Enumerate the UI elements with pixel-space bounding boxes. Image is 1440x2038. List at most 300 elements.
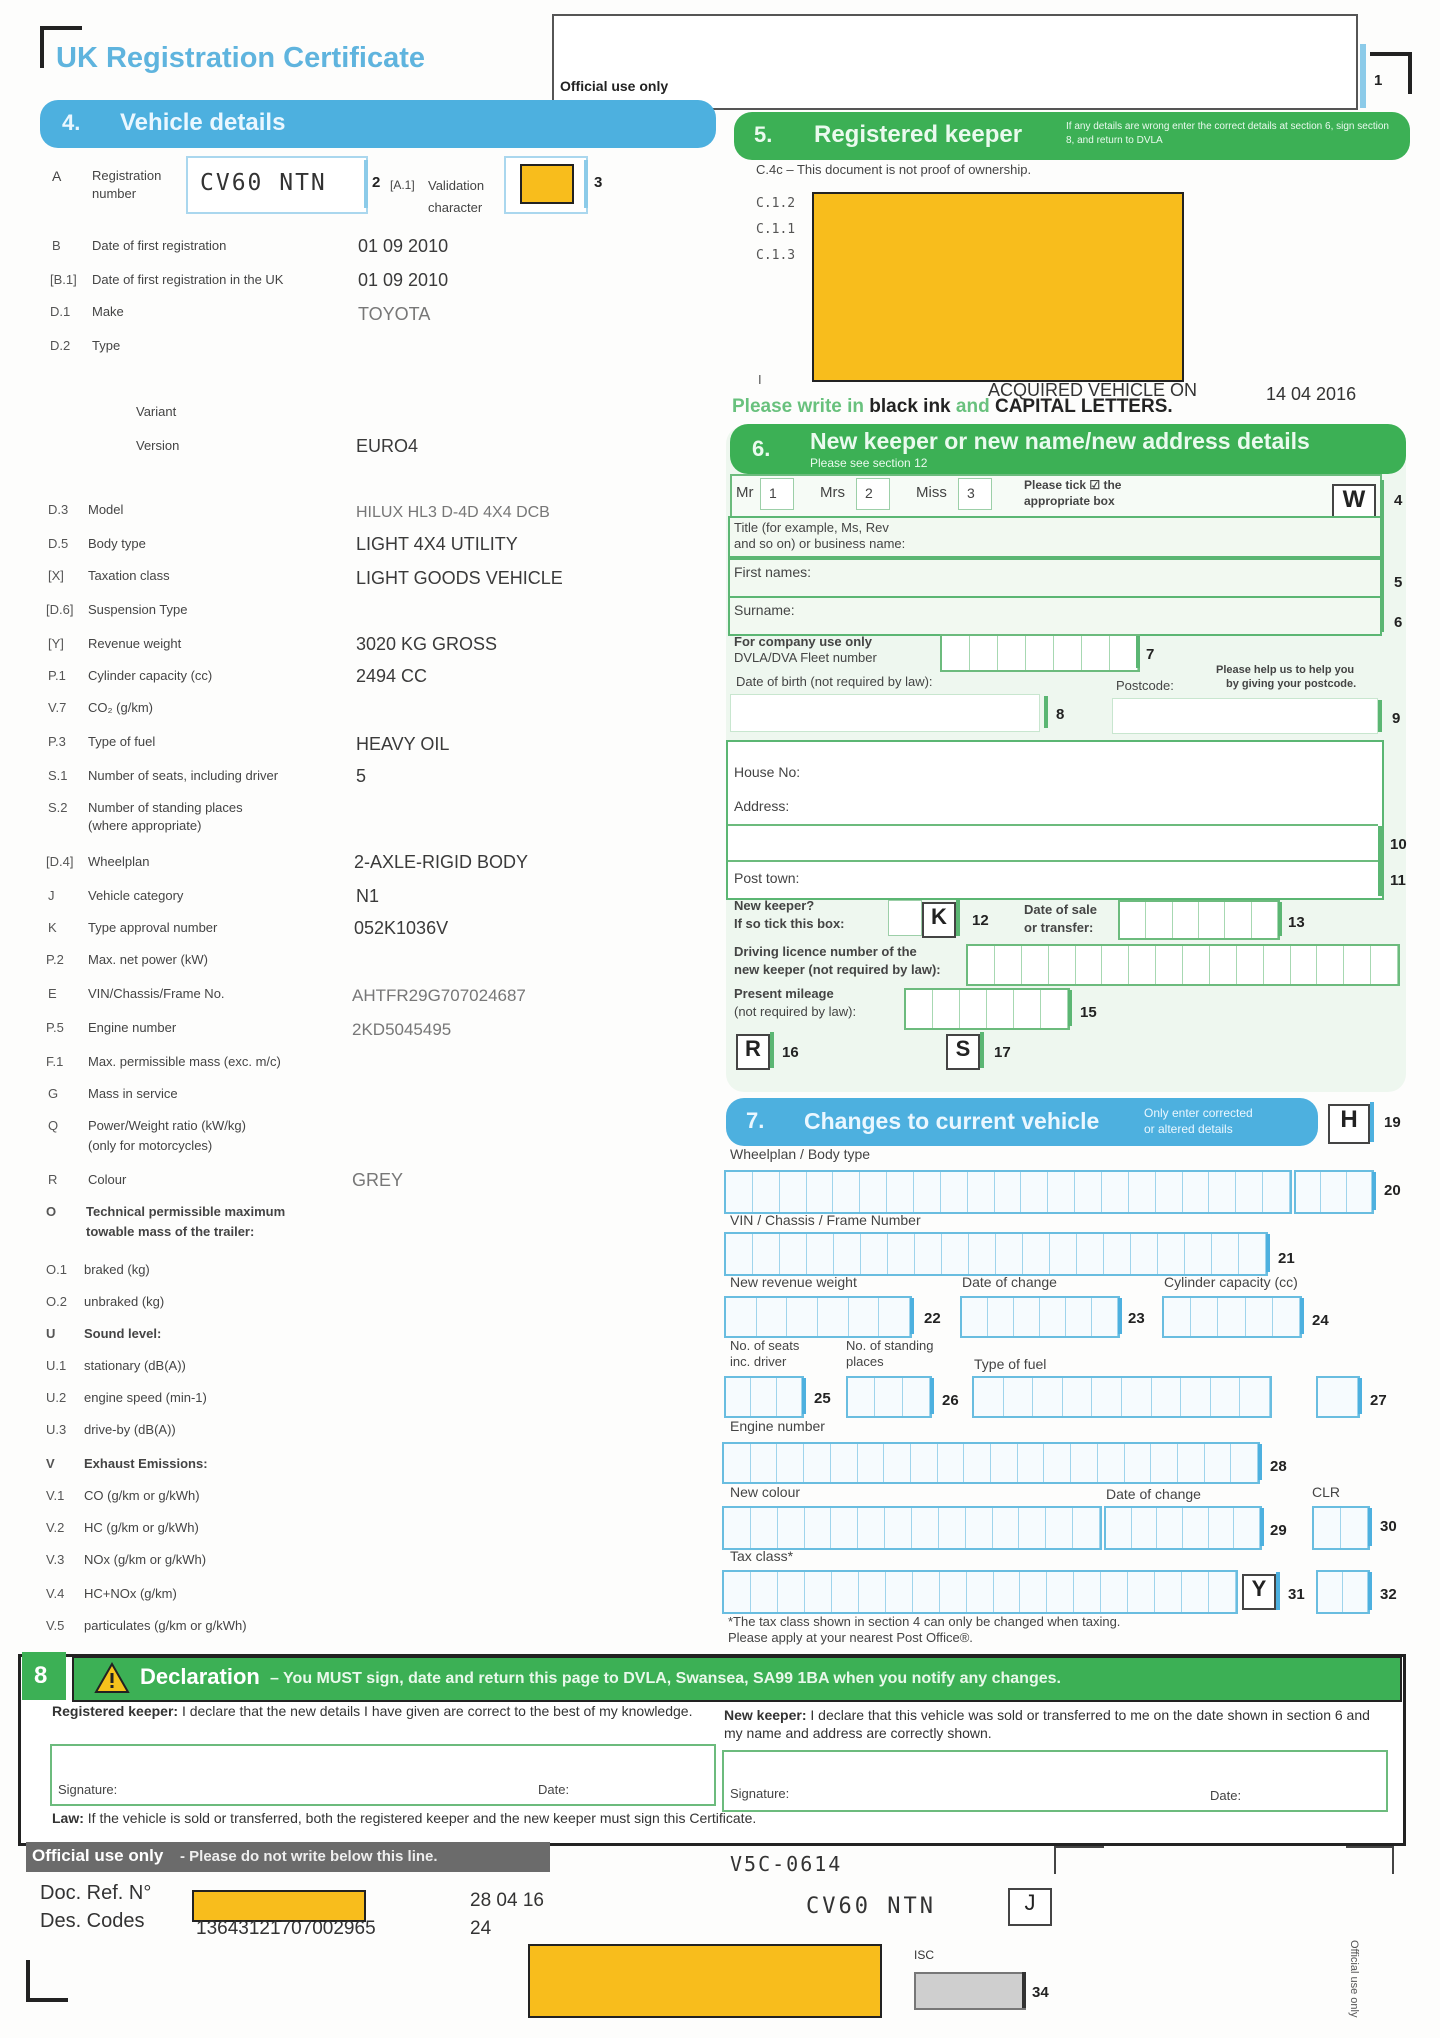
title-mrs-number: 2: [865, 485, 873, 501]
standing-label-1: Number of standing places: [88, 800, 243, 815]
post-town-number: 11: [1390, 872, 1406, 889]
isc-stripe: [1022, 1972, 1026, 2008]
first-registration-value: 01 09 2010: [358, 236, 449, 256]
official-use-label: Official use only: [560, 78, 669, 94]
revenue-label: New revenue weight: [730, 1274, 857, 1290]
tax-code-field[interactable]: [1316, 1570, 1370, 1614]
cyl-stripe: [1300, 1298, 1304, 1334]
row-d1-label: Make: [92, 304, 124, 319]
new-keeper-date-label: Date:: [1210, 1788, 1242, 1803]
row-b1-label: Date of first registration in the UK: [92, 272, 284, 287]
reg-box-number: 2: [372, 174, 381, 191]
tail-row-label: unbraked (kg): [84, 1294, 165, 1309]
official-use-box: [552, 14, 1358, 110]
section-6-number: 6.: [752, 436, 771, 461]
seats-label-2: inc. driver: [730, 1354, 787, 1369]
dob-field[interactable]: [730, 694, 1040, 732]
seats-value: 5: [356, 766, 367, 786]
revenue-stripe: [910, 1298, 914, 1334]
spec-code: F.1: [46, 1054, 64, 1069]
row-b1-code: [B.1]: [50, 272, 77, 287]
section-4-number: 4.: [62, 110, 81, 135]
section-7-title: Changes to current vehicle: [804, 1108, 1100, 1134]
wheelplan-number: 20: [1384, 1182, 1401, 1199]
isc-label: ISC: [914, 1948, 935, 1962]
cyl-field[interactable]: [1162, 1296, 1302, 1338]
standing-places-label-1: No. of standing: [846, 1338, 934, 1353]
h-box: H: [1328, 1104, 1370, 1144]
warning-icon: [94, 1662, 130, 1694]
first-names-field[interactable]: [728, 558, 1382, 598]
new-keeper-signature-box[interactable]: [722, 1750, 1388, 1812]
section-6-subtitle: Please see section 12: [810, 456, 928, 470]
title-example-1: Title (for example, Ms, Rev: [734, 520, 889, 535]
section-7-header: [726, 1098, 1318, 1146]
fuel-label: Type of fuel: [974, 1356, 1047, 1372]
validation-label-2: character: [428, 200, 483, 215]
r-stripe: [770, 1032, 774, 1068]
tail-row-label: particulates (g/km or g/kWh): [84, 1618, 247, 1633]
section-6-title: New keeper or new name/new address details: [810, 428, 1310, 454]
section-8-header: [72, 1656, 1402, 1702]
cylinder-capacity-value: 2494 CC: [356, 666, 428, 686]
colour-number: 29: [1270, 1522, 1287, 1539]
tail-row-label: stationary (dB(A)): [84, 1358, 186, 1373]
fleet-stripe: [1136, 636, 1140, 668]
fuel-stripe: [1358, 1378, 1362, 1414]
wheelplan-field[interactable]: [724, 1170, 1292, 1214]
footer-date-value: 28 04 16: [470, 1890, 544, 1911]
proof-note: C.4c – This document is not proof of ownership.: [756, 162, 1032, 177]
ink-part-3: and: [950, 396, 995, 417]
spec-label: Suspension Type: [88, 602, 188, 617]
revenue-number: 22: [924, 1310, 941, 1327]
row-b-label: Date of first registration: [92, 238, 227, 253]
section-8-title: Declaration: [140, 1664, 260, 1689]
certificate-title: UK Registration Certificate: [56, 42, 426, 74]
spec-code: V.7: [48, 700, 67, 715]
postcode-stripe: [1378, 700, 1382, 732]
surname-number: 6: [1394, 614, 1403, 631]
isc-number: 34: [1032, 1984, 1049, 2001]
address-divider-1: [728, 824, 1378, 826]
law-note: [52, 1810, 756, 1826]
fuel-type-value: HEAVY OIL: [356, 734, 450, 754]
company-label-1: For company use only: [734, 634, 872, 649]
spec-code: [X]: [48, 568, 64, 583]
mileage-label-2: (not required by law):: [734, 1004, 857, 1019]
tax-class-label: Tax class*: [730, 1548, 794, 1564]
acquired-label: ACQUIRED VEHICLE ON: [988, 380, 1198, 400]
colour-label: Colour: [88, 1172, 127, 1187]
towable-code: O: [46, 1204, 57, 1219]
side-official-use: Official use only: [1348, 1940, 1360, 2018]
k-number: 12: [972, 912, 989, 929]
isc-box: [914, 1972, 1026, 2010]
standing-field[interactable]: [846, 1376, 932, 1418]
seats-stripe: [802, 1378, 806, 1414]
address-block[interactable]: [726, 740, 1384, 900]
tail-row-code: O.2: [46, 1294, 67, 1309]
section-7-note-1: Only enter corrected: [1144, 1106, 1253, 1120]
tax-code-stripe: [1368, 1572, 1372, 1610]
spec-code: [Y]: [48, 636, 64, 651]
spec-code: P.1: [48, 668, 66, 683]
wheelplan-field-2[interactable]: [1294, 1170, 1374, 1214]
dob-label: Date of birth (not required by law):: [736, 674, 933, 689]
new-colour-field[interactable]: [722, 1506, 1102, 1550]
postcode-label: Postcode:: [1116, 678, 1174, 693]
seats-field[interactable]: [724, 1376, 804, 1418]
r-number: 16: [782, 1044, 799, 1061]
standing-places-label-2: places: [846, 1354, 884, 1369]
section-5-note: If any details are wrong enter the correct details at section 6, sign section 8, and return to DVLA: [1066, 121, 1389, 146]
new-keeper-declaration-bold: New keeper:: [724, 1707, 807, 1723]
name-fields-stripe: [1380, 516, 1384, 632]
j-box: J: [1008, 1888, 1052, 1926]
surname-label: Surname:: [734, 602, 795, 618]
house-no-label: House No:: [734, 764, 801, 780]
doc-ref-label: Doc. Ref. N°: [40, 1882, 152, 1904]
revenue-field[interactable]: [724, 1296, 912, 1338]
spec-label: CO₂ (g/km): [88, 700, 153, 715]
fleet-number: 7: [1146, 646, 1155, 663]
spec-code: K: [48, 920, 57, 935]
spec-code: E: [48, 986, 57, 1001]
tail-row-label: HC (g/km or g/kWh): [84, 1520, 199, 1535]
title-miss-number: 3: [967, 485, 975, 501]
row-d1-code: D.1: [50, 304, 71, 319]
spec-label: Taxation class: [88, 568, 170, 583]
tail-row-code: V.1: [46, 1488, 65, 1503]
redacted-keeper-address: [812, 192, 1184, 382]
date-sale-field[interactable]: [1118, 900, 1280, 940]
surname-field[interactable]: [728, 596, 1382, 636]
footer-reg-value: CV60 NTN: [806, 1894, 936, 1919]
engine-number: 28: [1270, 1458, 1287, 1475]
section-8-subtitle: – You MUST sign, date and return this page to DVLA, Swansea, SA99 1BA when you notify any changes.: [270, 1670, 1061, 1687]
address-stripe: [1378, 826, 1382, 896]
date-change-field[interactable]: [960, 1296, 1120, 1338]
redacted-barcode: [528, 1944, 882, 2018]
colour-date-field[interactable]: [1104, 1506, 1262, 1550]
title-mr-label: Mr: [736, 484, 754, 501]
power-label-2: (only for motorcycles): [88, 1138, 213, 1153]
registered-keeper-declaration-text: I declare that the new details I have given are correct to the best of my knowledge.: [178, 1703, 693, 1719]
spec-code: [D.6]: [46, 602, 74, 617]
spec-label: VIN/Chassis/Frame No.: [88, 986, 225, 1001]
des-codes-label: Des. Codes: [40, 1910, 145, 1932]
spec-label: Mass in service: [88, 1086, 178, 1101]
new-keeper-declaration: [724, 1706, 1380, 1742]
power-code: Q: [48, 1118, 59, 1133]
colour-code: R: [48, 1172, 58, 1187]
standing-label-2: (where appropriate): [88, 818, 202, 833]
s-stripe: [980, 1032, 984, 1068]
tail-row-code: V.4: [46, 1586, 65, 1601]
section-7-number: 7.: [746, 1108, 765, 1133]
y-box: Y: [1242, 1574, 1276, 1610]
official-box-number: 1: [1374, 72, 1383, 89]
k-box: K: [922, 902, 956, 938]
section-4-header: [40, 100, 716, 148]
registered-keeper-declaration: [52, 1702, 712, 1720]
tail-row-label: HC+NOx (g/km): [84, 1586, 177, 1601]
section-5-number: 5.: [754, 122, 773, 147]
colour-stripe: [1260, 1508, 1264, 1546]
footer-rule-1: [1054, 1846, 1104, 1874]
redacted-validation-character: [520, 164, 574, 204]
h-stripe: [1370, 1102, 1374, 1142]
fuel-field[interactable]: [972, 1376, 1272, 1418]
tail-row-code: V: [46, 1456, 55, 1471]
w-box: W: [1332, 484, 1376, 518]
tail-row-code: U.1: [46, 1358, 67, 1373]
reg-code: A: [52, 168, 62, 184]
keeper-code-c13: C.1.3: [756, 248, 796, 263]
date-change-number: 23: [1128, 1310, 1145, 1327]
law-note-bold: Law:: [52, 1810, 84, 1826]
footer-rule-2: [1346, 1846, 1394, 1874]
tick-note-1: Please tick ☑ the: [1024, 478, 1122, 492]
dob-number: 8: [1056, 706, 1065, 723]
make-value: TOYOTA: [358, 304, 431, 324]
fleet-number-field[interactable]: [940, 634, 1140, 672]
registered-keeper-date-label: Date:: [538, 1782, 570, 1797]
ink-part-4: CAPITAL LETTERS.: [994, 396, 1173, 417]
spec-label: Type of fuel: [88, 734, 156, 749]
licence-label-2: new keeper (not required by law):: [734, 962, 941, 977]
r-box: R: [736, 1034, 770, 1070]
address-number: 10: [1390, 836, 1407, 853]
variant-label: Variant: [136, 404, 177, 419]
spec-label: Engine number: [88, 1020, 177, 1035]
tail-row-code: V.5: [46, 1618, 65, 1633]
law-note-text: If the vehicle is sold or transferred, both the registered keeper and the new keeper must sign this Certificate.: [83, 1810, 757, 1826]
tail-row-label: braked (kg): [84, 1262, 150, 1277]
wheelplan-stripe: [1372, 1172, 1376, 1210]
registered-keeper-signature-box[interactable]: [50, 1744, 716, 1806]
official-banner-text: - Please do not write below this line.: [180, 1848, 438, 1865]
new-colour-label: New colour: [730, 1484, 801, 1500]
engine-field[interactable]: [722, 1442, 1260, 1484]
tax-stripe: [1276, 1572, 1280, 1610]
mileage-number: 15: [1080, 1004, 1097, 1021]
official-use-banner: [26, 1842, 550, 1872]
cyl-number: 24: [1312, 1312, 1329, 1329]
validation-box-stripe: [584, 160, 588, 208]
licence-field[interactable]: [966, 944, 1400, 986]
standing-stripe: [930, 1378, 934, 1414]
tail-row-code: O.1: [46, 1262, 67, 1277]
taxation-class-value: LIGHT GOODS VEHICLE: [356, 568, 563, 588]
company-label-2: DVLA/DVA Fleet number: [734, 650, 877, 665]
tail-row-label: CO (g/km or g/kWh): [84, 1488, 200, 1503]
cyl-label: Cylinder capacity (cc): [1164, 1274, 1298, 1290]
official-banner-bold: Official use only: [32, 1846, 164, 1865]
vin-value: AHTFR29G707024687: [352, 986, 526, 1005]
standing-number: 26: [942, 1392, 959, 1409]
tail-row-code: U: [46, 1326, 56, 1341]
seats-number: 25: [814, 1390, 831, 1407]
row-b-code: B: [52, 238, 61, 253]
tax-class-field[interactable]: [722, 1570, 1238, 1614]
fuel-code-field[interactable]: [1316, 1376, 1360, 1418]
spec-code: P.5: [46, 1020, 64, 1035]
spec-label: Max. net power (kW): [88, 952, 208, 967]
dob-stripe: [1044, 696, 1048, 728]
colour-value: GREY: [352, 1170, 404, 1190]
tail-row-code: U.3: [46, 1422, 67, 1437]
tax-code-number: 32: [1380, 1586, 1397, 1603]
validation-box-number: 3: [594, 174, 603, 191]
wheelplan-value: 2-AXLE-RIGID BODY: [354, 852, 529, 872]
engine-stripe: [1258, 1444, 1262, 1480]
vin-label: VIN / Chassis / Frame Number: [730, 1212, 921, 1228]
keeper-code-c12: C.1.2: [756, 196, 796, 211]
official-box-stripe: [1360, 44, 1366, 108]
spec-label: Number of seats, including driver: [88, 768, 279, 783]
w-box-stripe: [1380, 480, 1384, 518]
spec-code: G: [48, 1086, 59, 1101]
section-6-header: [730, 424, 1406, 474]
mileage-label-1: Present mileage: [734, 986, 834, 1001]
type-approval-value: 052K1036V: [354, 918, 449, 938]
ink-part-2: black ink: [869, 396, 951, 417]
first-names-number: 5: [1394, 574, 1403, 591]
tail-row-label: drive-by (dB(A)): [84, 1422, 176, 1437]
version-label: Version: [136, 438, 180, 453]
postcode-help-1: Please help us to help you: [1216, 664, 1355, 676]
new-keeper-declaration-text: I declare that this vehicle was sold or transferred to me on the date shown in section 6 and my name and address are correctly shown.: [724, 1707, 1370, 1741]
title-example-2: and so on) or business name:: [734, 536, 906, 551]
spec-label: Revenue weight: [88, 636, 182, 651]
des-codes-value: 13643121707002965: [196, 1918, 376, 1939]
model-value: HILUX HL3 D-4D 4X4 DCB: [356, 504, 550, 521]
vehicle-category-value: N1: [356, 886, 380, 906]
s-box: S: [946, 1034, 980, 1070]
registered-keeper-declaration-bold: Registered keeper:: [52, 1703, 179, 1719]
colour-date-label: Date of change: [1106, 1486, 1201, 1502]
tail-row-label: NOx (g/km or g/kWh): [84, 1552, 207, 1567]
section-8-number: 8: [34, 1662, 48, 1689]
towable-label-2: towable mass of the trailer:: [86, 1224, 255, 1239]
mileage-field[interactable]: [904, 988, 1070, 1030]
tail-row-code: V.2: [46, 1520, 65, 1535]
spec-label: Cylinder capacity (cc): [88, 668, 213, 683]
power-label-1: Power/Weight ratio (kW/kg): [88, 1118, 246, 1133]
new-keeper-label-1: New keeper?: [734, 898, 815, 913]
version-value: EURO4: [356, 436, 419, 456]
new-keeper-checkbox[interactable]: [888, 900, 922, 936]
clr-label: CLR: [1312, 1484, 1341, 1500]
w-box-number: 4: [1394, 492, 1403, 509]
row-d2-code: D.2: [50, 338, 71, 353]
date-sale-number: 13: [1288, 914, 1305, 931]
ink-part-1: Please write in: [732, 396, 870, 417]
fuel-number: 27: [1370, 1392, 1387, 1409]
spec-label: Model: [88, 502, 124, 517]
section-5-title: Registered keeper: [814, 121, 1023, 148]
spec-label: Vehicle category: [88, 888, 184, 903]
new-keeper-signature-label: Signature:: [730, 1786, 790, 1801]
revenue-weight-value: 3020 KG GROSS: [356, 634, 498, 654]
title-miss-label: Miss: [916, 484, 947, 501]
title-mr-checkbox[interactable]: [760, 478, 794, 510]
tail-row-code: U.2: [46, 1390, 67, 1405]
reg-number-value: CV60 NTN: [200, 170, 327, 196]
corner-mark-bottom-left: [26, 1960, 68, 2002]
tax-footnote-1: *The tax class shown in section 4 can only be changed when taxing.: [728, 1614, 1121, 1629]
keeper-mark-i: I: [758, 372, 762, 387]
tail-row-label: engine speed (min-1): [84, 1390, 207, 1405]
spec-label: Body type: [88, 536, 146, 551]
towable-label-1: Technical permissible maximum: [86, 1204, 286, 1219]
ink-instruction: [732, 396, 1173, 418]
engine-number-value: 2KD5045495: [352, 1020, 452, 1039]
date-change-stripe: [1118, 1298, 1122, 1334]
spec-code: D.3: [48, 502, 69, 517]
h-number: 19: [1384, 1114, 1401, 1131]
vin-stripe: [1266, 1234, 1270, 1272]
section-5-header: [734, 112, 1410, 160]
title-mrs-label: Mrs: [820, 484, 845, 501]
section-7-note-2: or altered details: [1144, 1122, 1233, 1136]
wheelplan-label: Wheelplan / Body type: [730, 1146, 871, 1162]
reg-label-2: number: [92, 186, 137, 201]
spec-code: J: [48, 888, 55, 903]
validation-label-1: Validation: [428, 178, 485, 193]
address-divider-2: [728, 860, 1378, 862]
title-mrs-checkbox[interactable]: [856, 478, 890, 510]
tax-class-number: 31: [1288, 1586, 1305, 1603]
spec-code: P.3: [48, 734, 66, 749]
postcode-help-2: by giving your postcode.: [1226, 678, 1357, 690]
postcode-field[interactable]: [1112, 698, 1378, 734]
spec-code: D.5: [48, 536, 69, 551]
first-registration-uk-value: 01 09 2010: [358, 270, 449, 290]
tail-row-label: Sound level:: [84, 1326, 162, 1341]
date-sale-stripe: [1278, 902, 1282, 936]
spec-label: Wheelplan: [88, 854, 150, 869]
keeper-code-c11: C.1.1: [756, 222, 796, 237]
first-names-label: First names:: [734, 564, 812, 580]
date-change-label: Date of change: [962, 1274, 1057, 1290]
footer-code-24: 24: [470, 1918, 492, 1939]
validation-code: [A.1]: [390, 178, 415, 192]
clr-number: 30: [1380, 1518, 1397, 1535]
standing-code: S.2: [48, 800, 68, 815]
spec-code: [D.4]: [46, 854, 74, 869]
reg-label-1: Registration: [92, 168, 162, 183]
acquired-date: 14 04 2016: [1266, 384, 1357, 404]
postcode-number: 9: [1392, 710, 1401, 727]
form-code: V5C-0614: [730, 1852, 843, 1876]
section-4-title: Vehicle details: [120, 109, 286, 136]
date-sale-label-2: or transfer:: [1024, 920, 1094, 935]
tail-row-label: Exhaust Emissions:: [84, 1456, 208, 1471]
spec-code: P.2: [46, 952, 64, 967]
row-d2-label: Type: [92, 338, 121, 353]
title-miss-checkbox[interactable]: [958, 478, 992, 510]
title-mr-number: 1: [769, 485, 777, 501]
mileage-stripe: [1068, 990, 1072, 1026]
clr-field[interactable]: [1312, 1506, 1370, 1550]
vin-field[interactable]: [724, 1232, 1268, 1276]
date-sale-label-1: Date of sale: [1024, 902, 1097, 917]
body-type-value: LIGHT 4X4 UTILITY: [356, 534, 518, 554]
address-label: Address:: [734, 798, 790, 814]
